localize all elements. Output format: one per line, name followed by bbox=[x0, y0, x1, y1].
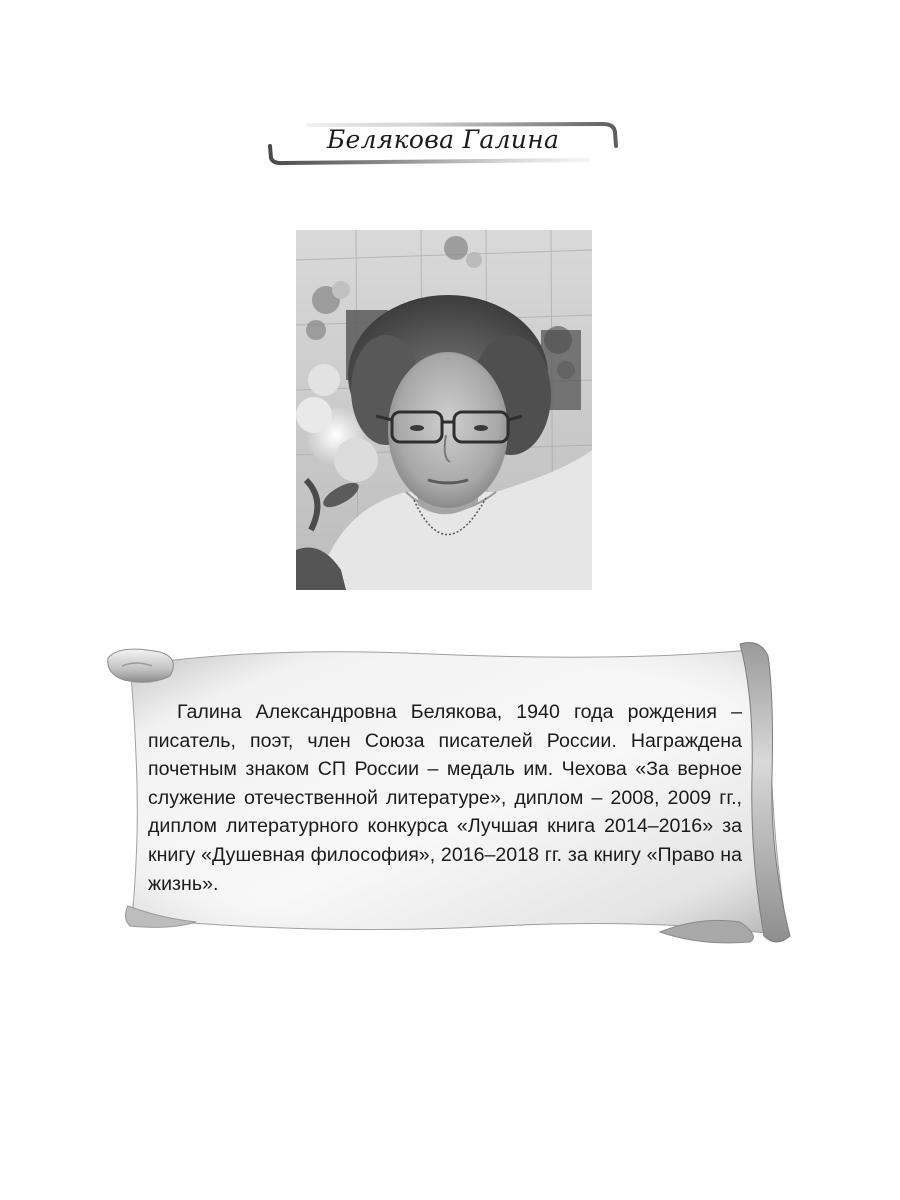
portrait-image bbox=[296, 230, 592, 590]
portrait-photo bbox=[296, 230, 592, 590]
author-name: Белякова Галина bbox=[326, 125, 560, 154]
bio-scroll bbox=[100, 636, 800, 948]
bio-text: Галина Александровна Белякова, 1940 года рождения – писатель, поэт, член Союза писателей России. Награждена почетным знаком СП России – медаль им. Чехова «За верное служение отечественной литературе», диплом – 2008, 2009 гг., диплом литературного конкурса «Лучшая книга 2014–2016» за книгу «Душевная философия», 2016–2018 гг. за книгу «Право на жизнь». bbox=[148, 701, 742, 895]
author-name-banner bbox=[268, 120, 618, 166]
